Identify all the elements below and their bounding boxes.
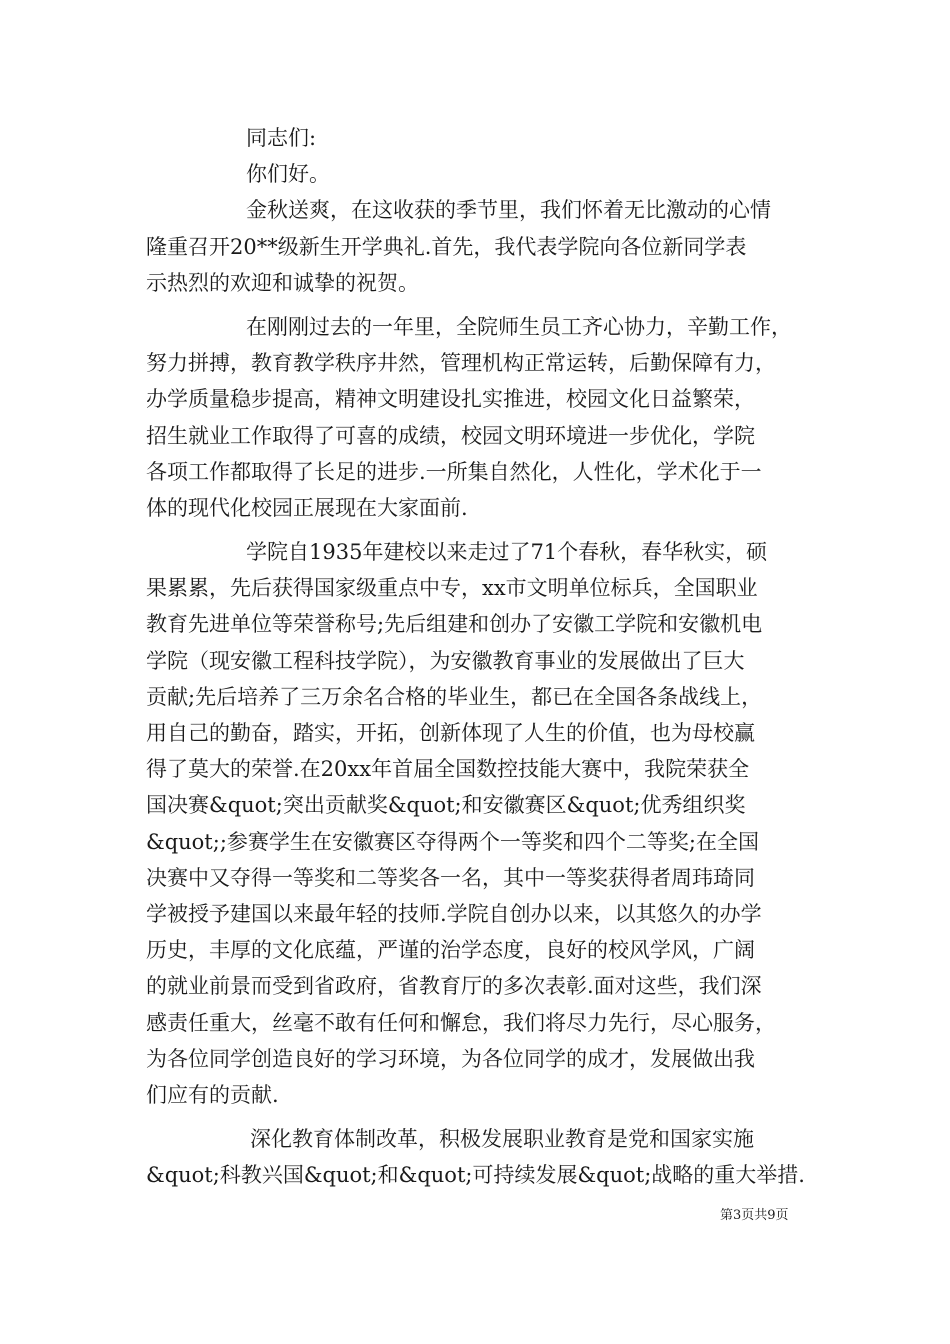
paragraph-line: 隆重召开20**级新生开学典礼.首先，我代表学院向各位新同学表	[146, 234, 747, 259]
paragraph-line: 各项工作都取得了长足的进步.一所集自然化，人性化，学术化于一	[146, 459, 762, 484]
paragraph-line: 决赛中又夺得一等奖和二等奖各一名，其中一等奖获得者周玮琦同	[146, 865, 755, 890]
paragraph-line: 的就业前景而受到省政府，省教育厅的多次表彰.面对这些，我们深	[146, 974, 762, 999]
paragraph-line: 招生就业工作取得了可喜的成绩，校园文明环境进一步优化，学院	[146, 423, 755, 448]
paragraph-line: &quot;科教兴国&quot;和&quot;可持续发展&quot;战略的重大举措.	[146, 1163, 805, 1188]
paragraph-line: 贡献;先后培养了三万余名合格的毕业生，都已在全国各条战线上，	[146, 684, 763, 709]
paragraph-line: 努力拼搏，教育教学秩序井然，管理机构正常运转，后勤保障有力，	[146, 351, 776, 376]
paragraph-line: 得了莫大的荣誉.在20xx年首届全国数控技能大赛中，我院荣获全	[146, 757, 750, 782]
paragraph-line: 办学质量稳步提高，精神文明建设扎实推进，校园文化日益繁荣，	[146, 387, 755, 412]
paragraph-line: 示热烈的欢迎和诚挚的祝贺。	[146, 270, 419, 295]
paragraph-line: &quot;;参赛学生在安徽赛区夺得两个一等奖和四个二等奖;在全国	[146, 829, 759, 854]
paragraph-line: 用自己的勤奋，踏实，开拓，创新体现了人生的价值，也为母校赢	[146, 721, 755, 745]
paragraph-line: 深化教育体制改革，积极发展职业教育是党和国家实施	[250, 1127, 754, 1152]
paragraph-line: 教育先进单位等荣誉称号;先后组建和创办了安徽工学院和安徽机电	[146, 612, 763, 637]
paragraph-line: 体的现代化校园正展现在大家面前.	[146, 495, 468, 520]
paragraph-line: 金秋送爽，在这收获的季节里，我们怀着无比激动的心情	[246, 198, 771, 223]
greeting: 你们好。	[246, 162, 330, 187]
salutation: 同志们:	[246, 126, 317, 150]
paragraph-gap	[146, 1113, 810, 1121]
paragraph-line: 国决赛&quot;突出贡献奖&quot;和安徽赛区&quot;优秀组织奖	[146, 793, 746, 818]
document-body	[146, 120, 810, 1193]
paragraph-line: 感责任重大，丝毫不敢有任何和懈怠，我们将尽力先行，尽心服务，	[146, 1010, 776, 1035]
paragraph-line: 学被授予建国以来最年轻的技师.学院自创办以来，以其悠久的办学	[146, 901, 762, 926]
paragraph-line: 们应有的贡献.	[146, 1082, 279, 1107]
paragraph-line: 学院（现安徽工程科技学院），为安徽教育事业的发展做出了巨大	[146, 648, 745, 673]
paragraph-line: 为各位同学创造良好的学习环境，为各位同学的成才，发展做出我	[146, 1046, 755, 1071]
paragraph-gap	[146, 301, 810, 309]
paragraph-gap	[146, 526, 810, 534]
paragraph-line: 历史，丰厚的文化底蕴，严谨的治学态度，良好的校风学风，广阔	[146, 938, 755, 963]
paragraph-line: 在刚刚过去的一年里，全院师生员工齐心协力，辛勤工作，	[246, 314, 792, 339]
page-number-footer: 第3页共9页	[720, 1208, 789, 1223]
paragraph-line: 学院自1935年建校以来走过了71个春秋，春华秋实，硕	[246, 540, 768, 565]
paragraph-line: 果累累，先后获得国家级重点中专，xx市文明单位标兵，全国职业	[146, 576, 758, 601]
